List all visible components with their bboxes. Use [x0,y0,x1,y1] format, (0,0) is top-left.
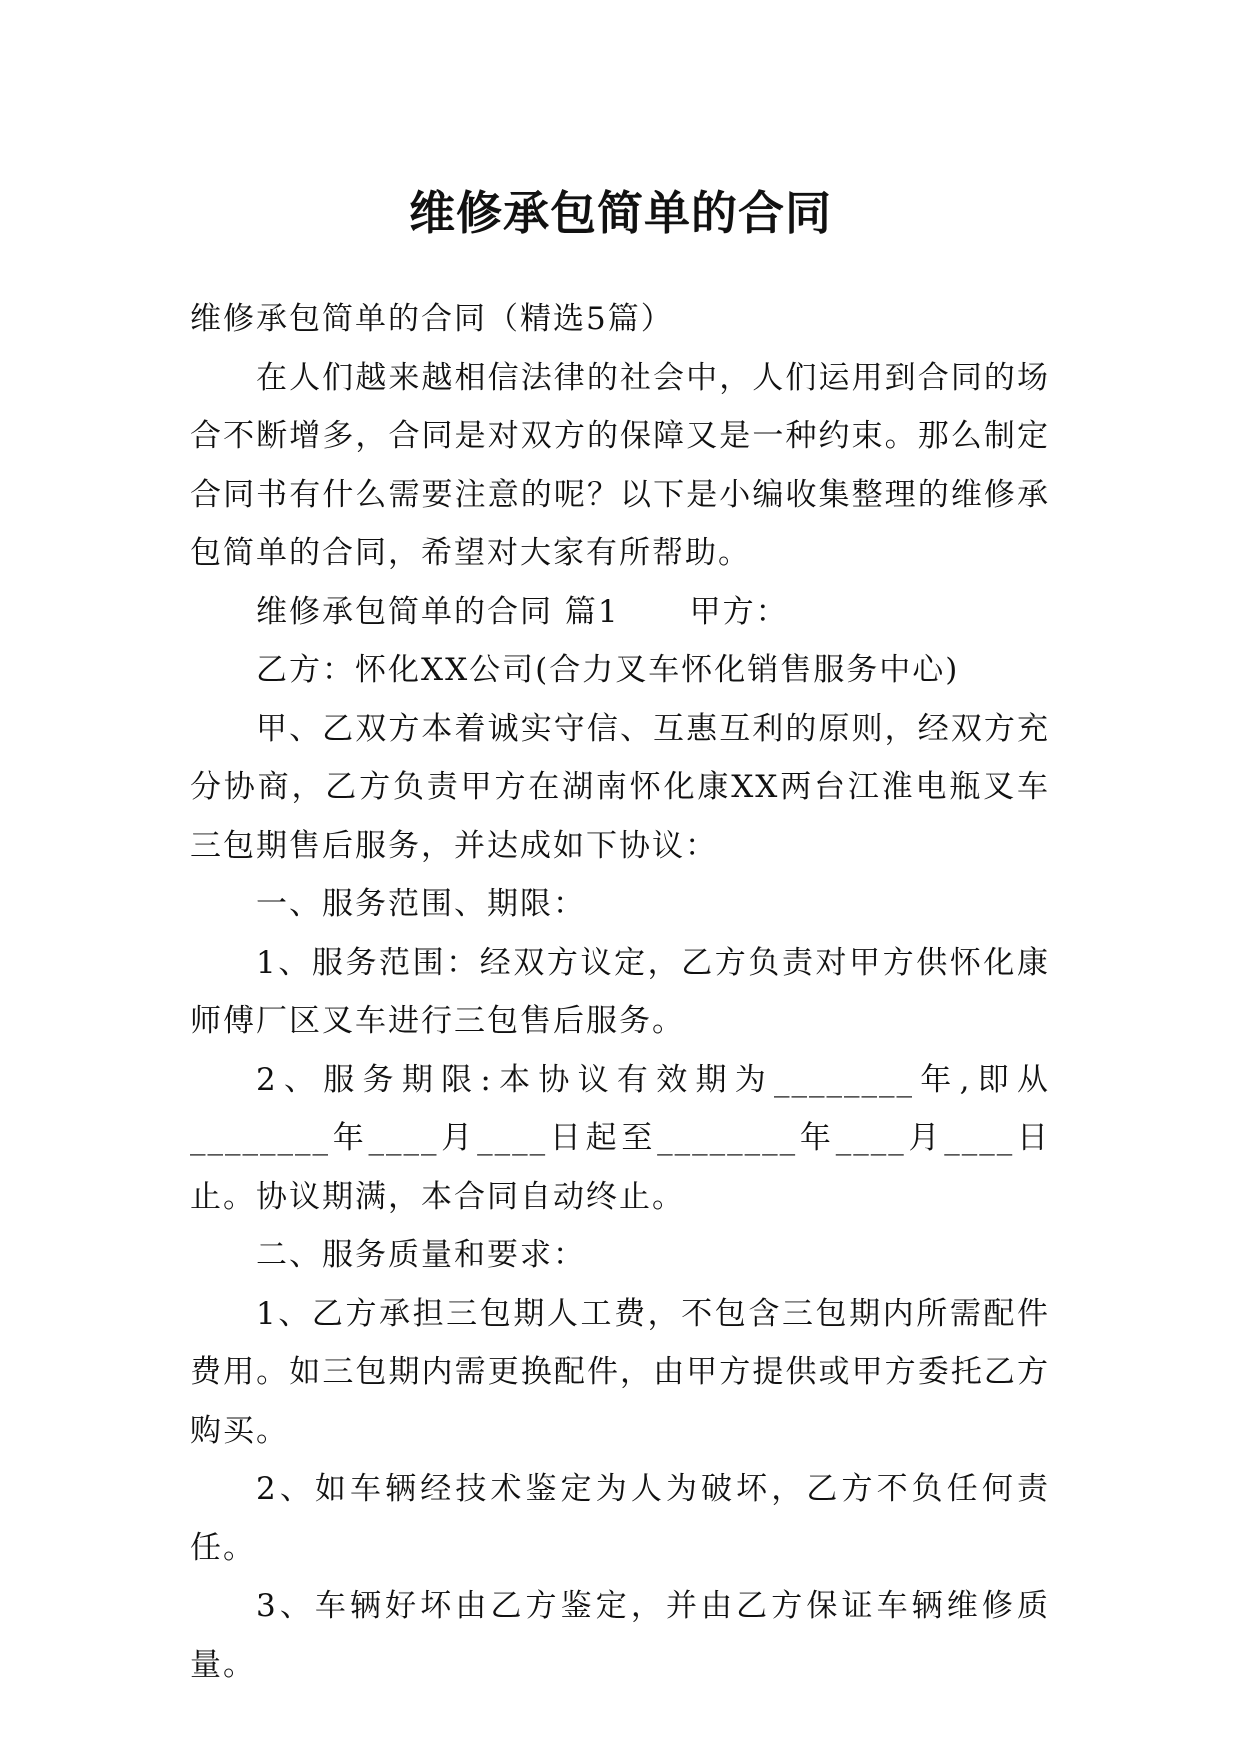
paragraph-agreement: 甲、乙双方本着诚实守信、互惠互利的原则，经双方充分协商，乙方负责甲方在湖南怀化康XX两台江淮电瓶叉车三包期售后服务，并达成如下协议： [190,710,1050,864]
paragraph-clause-1-2: 2、服务期限:本协议有效期为________年,即从________年____月____日起至________年____月____日止。协议期满，本合同自动终止。 [190,1061,1050,1215]
paragraph-subtitle: 维修承包简单的合同（精选5篇） [190,301,674,337]
paragraph-section-heading [190,583,1050,642]
paragraph-clause-heading-2: 二、服务质量和要求： [256,1237,586,1273]
paragraph-intro: 在人们越来越相信法律的社会中，人们运用到合同的场合不断增多，合同是对双方的保障又是一种约束。那么制定合同书有什么需要注意的呢？以下是小编收集整理的维修承包简单的合同，希望对大家有所帮助。 [190,359,1050,571]
party-a-label: 甲方： [689,593,789,630]
paragraph-clause-2-1: 1、乙方承担三包期人工费，不包含三包期内所需配件费用。如三包期内需更换配件，由甲方提供或甲方委托乙方购买。 [190,1295,1050,1449]
paragraph-party-b: 乙方：怀化XX公司(合力叉车怀化销售服务中心) [256,652,960,688]
paragraph-clause-2-2: 2、如车辆经技术鉴定为人为破坏，乙方不负任何责任。 [190,1471,1050,1566]
document-body [190,290,1050,1694]
document-title: 维修承包简单的合同 [409,185,832,240]
paragraph-clause-heading-1: 一、服务范围、期限： [256,886,586,922]
section-title: 维修承包简单的合同 篇1 [256,593,620,630]
paragraph-clause-2-3: 3、车辆好坏由乙方鉴定，并由乙方保证车辆维修质量。 [190,1588,1050,1683]
paragraph-clause-1-1: 1、服务范围：经双方议定，乙方负责对甲方供怀化康师傅厂区叉车进行三包售后服务。 [190,944,1050,1039]
